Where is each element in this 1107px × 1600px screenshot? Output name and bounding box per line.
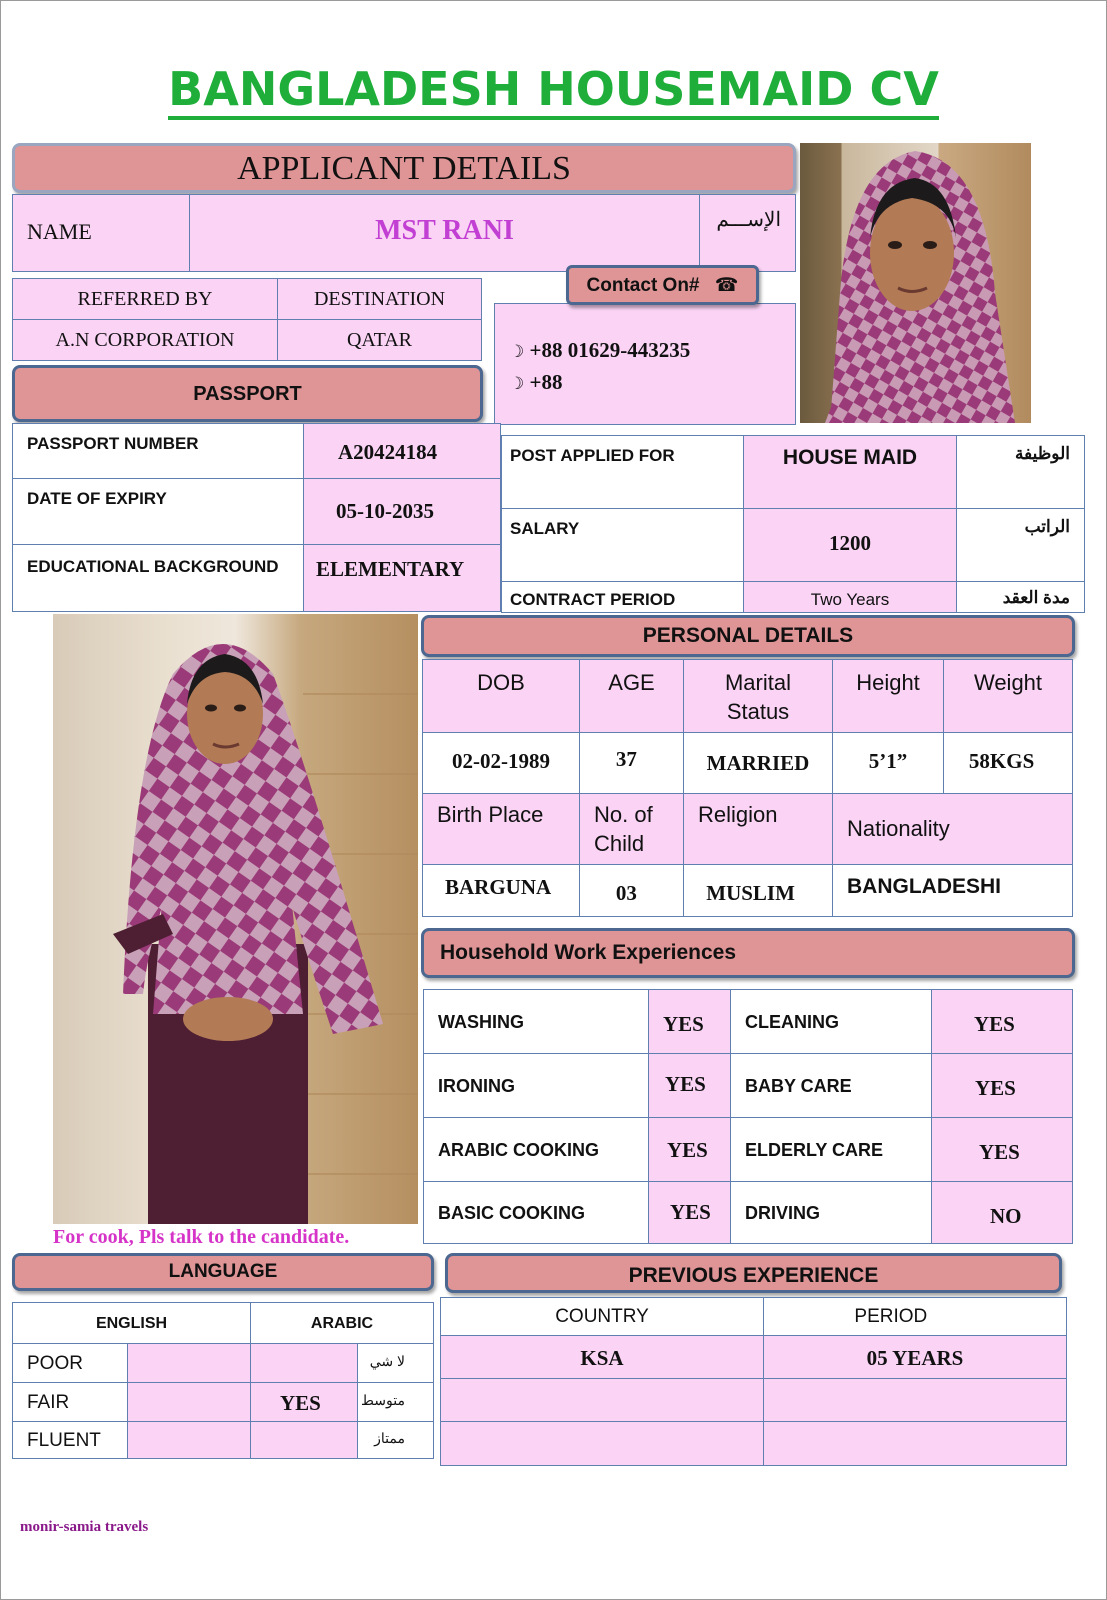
fluent-arabic-label: ممتاز — [374, 1430, 405, 1446]
marital-label-line1: Marital — [724, 670, 791, 695]
period-value-cell — [763, 1335, 1067, 1379]
work-left-label-cell — [423, 989, 649, 1054]
education-label: EDUCATIONAL BACKGROUND — [27, 557, 279, 576]
age-label: AGE — [608, 670, 655, 695]
destination-label: DESTINATION — [313, 288, 446, 310]
personal-details-header — [421, 615, 1075, 657]
education-value-cell — [303, 544, 501, 612]
education-label-cell — [12, 544, 304, 612]
salary-value-cell — [743, 508, 957, 582]
referred-by-label-cell — [12, 278, 278, 320]
arabic-header-cell — [250, 1302, 434, 1344]
applicant-details-header — [12, 143, 796, 193]
poor-arabic-label: لا شي — [369, 1353, 405, 1369]
contract-value-cell — [743, 581, 957, 613]
marital-value: MARRIED — [706, 751, 810, 775]
age-value: 37 — [615, 747, 637, 771]
period-empty-cell — [763, 1421, 1067, 1466]
work-right-label-cell — [730, 1053, 932, 1118]
footer-brand: monir-samia travels — [20, 1519, 149, 1535]
salary-arabic-label: الراتب — [1024, 517, 1070, 536]
children-label-cell — [579, 793, 684, 865]
cooking-note: For cook, Pls talk to the candidate. — [53, 1226, 350, 1248]
work-right-value: YES — [974, 1012, 1015, 1036]
country-empty-cell — [440, 1378, 764, 1422]
referred-by-value-cell — [12, 319, 278, 361]
marital-label-cell — [683, 659, 833, 733]
fair-arabic-label: متوسط — [361, 1392, 405, 1408]
nationality-value-cell — [832, 864, 1073, 917]
work-right-value-cell — [931, 1117, 1073, 1182]
work-right-value-cell — [931, 1053, 1073, 1118]
education-value: ELEMENTARY — [316, 557, 465, 581]
poor-arabic-label-cell — [357, 1343, 434, 1383]
weight-label: Weight — [973, 670, 1043, 695]
salary-label-cell — [501, 508, 744, 582]
poor-label: POOR — [27, 1353, 83, 1374]
contract-arabic-label: مدة العقد — [1002, 588, 1070, 607]
expiry-label-cell — [12, 478, 304, 545]
nationality-value: BANGLADESHI — [847, 875, 1002, 898]
period-value: 05 YEARS — [866, 1346, 964, 1370]
period-header: PERIOD — [854, 1306, 928, 1327]
post-arabic-label-cell — [956, 435, 1085, 509]
work-left-value-cell — [648, 1181, 731, 1244]
children-label-line1: No. of — [594, 802, 653, 827]
religion-value-cell — [683, 864, 833, 917]
work-left-value: YES — [670, 1200, 711, 1224]
personal-details-header-text: PERSONAL DETAILS — [642, 624, 854, 647]
post-arabic-label: الوظيفة — [1014, 444, 1070, 463]
name-label: NAME — [27, 219, 92, 244]
household-work-header-text: Household Work Experiences — [440, 941, 737, 964]
birthplace-value-cell — [422, 864, 580, 917]
birthplace-label: Birth Place — [437, 802, 544, 827]
phone-line-1 — [509, 338, 690, 363]
referred-by-value: A.N CORPORATION — [55, 329, 235, 351]
work-right-value: YES — [979, 1140, 1020, 1164]
contact-header-label: Contact On# — [586, 275, 700, 296]
work-right-label: DRIVING — [745, 1203, 821, 1223]
fair-arabic-cell — [250, 1382, 358, 1422]
passport-header-text: PASSPORT — [193, 383, 302, 405]
name-arabic-label-cell — [699, 194, 796, 272]
name-value: MST RANI — [375, 215, 514, 246]
weight-value-cell — [943, 732, 1073, 794]
height-label-cell — [832, 659, 944, 733]
work-left-label-cell — [423, 1053, 649, 1118]
portrait-photo — [800, 143, 1031, 423]
name-value-cell — [189, 194, 700, 272]
poor-label-cell — [12, 1343, 128, 1383]
expiry-value-cell — [303, 478, 501, 545]
previous-experience-header — [445, 1253, 1062, 1293]
passport-number-value: A20424184 — [338, 440, 438, 464]
phone-line-2 — [509, 370, 562, 395]
post-label-cell — [501, 435, 744, 509]
work-right-label: CLEANING — [745, 1012, 839, 1032]
language-header-text: LANGUAGE — [168, 1261, 278, 1282]
work-left-label-cell — [423, 1117, 649, 1182]
weight-label-cell — [943, 659, 1073, 733]
work-left-value: YES — [667, 1138, 708, 1162]
full-body-figure — [53, 614, 418, 1224]
fluent-arabic-label-cell — [357, 1421, 434, 1459]
country-empty-cell — [440, 1421, 764, 1466]
work-left-value-cell — [648, 1053, 731, 1118]
height-label: Height — [856, 670, 920, 695]
country-value: KSA — [580, 1346, 624, 1370]
work-right-label-cell — [730, 1181, 932, 1244]
work-left-value: YES — [663, 1012, 704, 1036]
fluent-label: FLUENT — [27, 1430, 101, 1451]
dob-label-cell — [422, 659, 580, 733]
country-value-cell — [440, 1335, 764, 1379]
period-empty-cell — [763, 1378, 1067, 1422]
applicant-details-header-text: APPLICANT DETAILS — [237, 150, 571, 187]
height-value: 5’1” — [868, 749, 908, 773]
work-right-value-cell — [931, 989, 1073, 1054]
work-right-value-cell — [931, 1181, 1073, 1244]
marital-label-line2: Status — [726, 699, 790, 724]
contact-header-text — [569, 268, 756, 303]
fair-label: FAIR — [27, 1392, 70, 1413]
fair-label-cell — [12, 1382, 128, 1422]
contract-label: CONTRACT PERIOD — [510, 590, 676, 609]
period-header-cell — [763, 1297, 1067, 1336]
contract-arabic-label-cell — [956, 581, 1085, 613]
work-left-label-cell — [423, 1181, 649, 1244]
work-left-value: YES — [665, 1072, 706, 1096]
work-right-label: ELDERLY CARE — [745, 1140, 884, 1160]
salary-value: 1200 — [829, 531, 871, 555]
passport-number-label: PASSPORT NUMBER — [27, 434, 199, 453]
work-right-value: NO — [990, 1204, 1022, 1228]
work-left-value-cell — [648, 1117, 731, 1182]
passport-header — [12, 365, 483, 422]
work-left-label: BASIC COOKING — [438, 1203, 586, 1223]
english-header-cell — [12, 1302, 251, 1344]
age-label-cell — [579, 659, 684, 733]
phone-handset-icon: ☎ — [714, 274, 739, 296]
expiry-label: DATE OF EXPIRY — [27, 489, 167, 508]
name-label-cell — [12, 194, 190, 272]
dob-label: DOB — [477, 670, 525, 695]
height-value-cell — [832, 732, 944, 794]
language-header — [12, 1253, 434, 1291]
birthplace-value: BARGUNA — [445, 875, 552, 899]
fair-english-cell — [127, 1382, 251, 1422]
fair-arabic-label-cell — [357, 1382, 434, 1422]
referred-by-label: REFERRED BY — [77, 288, 213, 310]
arabic-header: ARABIC — [310, 1315, 374, 1332]
fluent-label-cell — [12, 1421, 128, 1459]
phone-icon: ☽ — [509, 374, 525, 394]
page-title-text: BANGLADESH HOUSEMAID CV — [168, 62, 939, 120]
name-arabic-label: الإســـم — [716, 209, 781, 231]
work-left-label: ARABIC COOKING — [438, 1140, 599, 1160]
work-left-label: IRONING — [438, 1076, 516, 1096]
work-right-label-cell — [730, 1117, 932, 1182]
salary-arabic-label-cell — [956, 508, 1085, 582]
salary-label: SALARY — [510, 519, 580, 538]
contact-box — [494, 303, 796, 425]
work-right-value: YES — [975, 1076, 1016, 1100]
religion-label-cell — [683, 793, 833, 865]
poor-arabic-cell — [250, 1343, 358, 1383]
marital-value-cell — [683, 732, 833, 794]
passport-number-label-cell — [12, 423, 304, 479]
full-body-photo — [53, 614, 418, 1224]
phone-number-2: +88 — [529, 370, 563, 394]
work-right-label-cell — [730, 989, 932, 1054]
post-value: HOUSE MAID — [782, 446, 918, 469]
contact-header — [566, 265, 759, 305]
religion-label: Religion — [698, 802, 778, 827]
work-right-label: BABY CARE — [745, 1076, 852, 1096]
previous-experience-header-text: PREVIOUS EXPERIENCE — [628, 1264, 879, 1287]
phone-number-1: +88 01629-443235 — [529, 338, 691, 362]
post-label: POST APPLIED FOR — [510, 446, 675, 465]
fluent-arabic-cell — [250, 1421, 358, 1459]
dob-value: 02-02-1989 — [452, 749, 550, 773]
portrait-figure — [800, 143, 1031, 423]
destination-label-cell — [277, 278, 482, 320]
nationality-label-cell — [832, 793, 1073, 865]
weight-value: 58KGS — [968, 749, 1035, 773]
fluent-english-cell — [127, 1421, 251, 1459]
children-label-line2: Child — [594, 831, 645, 856]
passport-number-value-cell — [303, 423, 501, 479]
destination-value: QATAR — [346, 329, 413, 351]
contract-value: Two Years — [810, 590, 890, 609]
contract-label-cell — [501, 581, 744, 613]
country-header: COUNTRY — [555, 1306, 649, 1327]
birthplace-label-cell — [422, 793, 580, 865]
poor-english-cell — [127, 1343, 251, 1383]
country-header-cell — [440, 1297, 764, 1336]
age-value-cell — [579, 732, 684, 794]
dob-value-cell — [422, 732, 580, 794]
household-work-header — [421, 928, 1075, 978]
fair-arabic-value: YES — [280, 1391, 321, 1415]
nationality-label: Nationality — [847, 816, 950, 841]
expiry-value: 05-10-2035 — [336, 499, 434, 523]
page-title — [0, 62, 1107, 116]
religion-value: MUSLIM — [706, 881, 795, 905]
phone-icon: ☽ — [509, 342, 525, 362]
children-value-cell — [579, 864, 684, 917]
children-value: 03 — [615, 881, 637, 905]
work-left-label: WASHING — [438, 1012, 525, 1032]
work-left-value-cell — [648, 989, 731, 1054]
english-header: ENGLISH — [95, 1315, 168, 1332]
destination-value-cell — [277, 319, 482, 361]
post-value-cell — [743, 435, 957, 509]
